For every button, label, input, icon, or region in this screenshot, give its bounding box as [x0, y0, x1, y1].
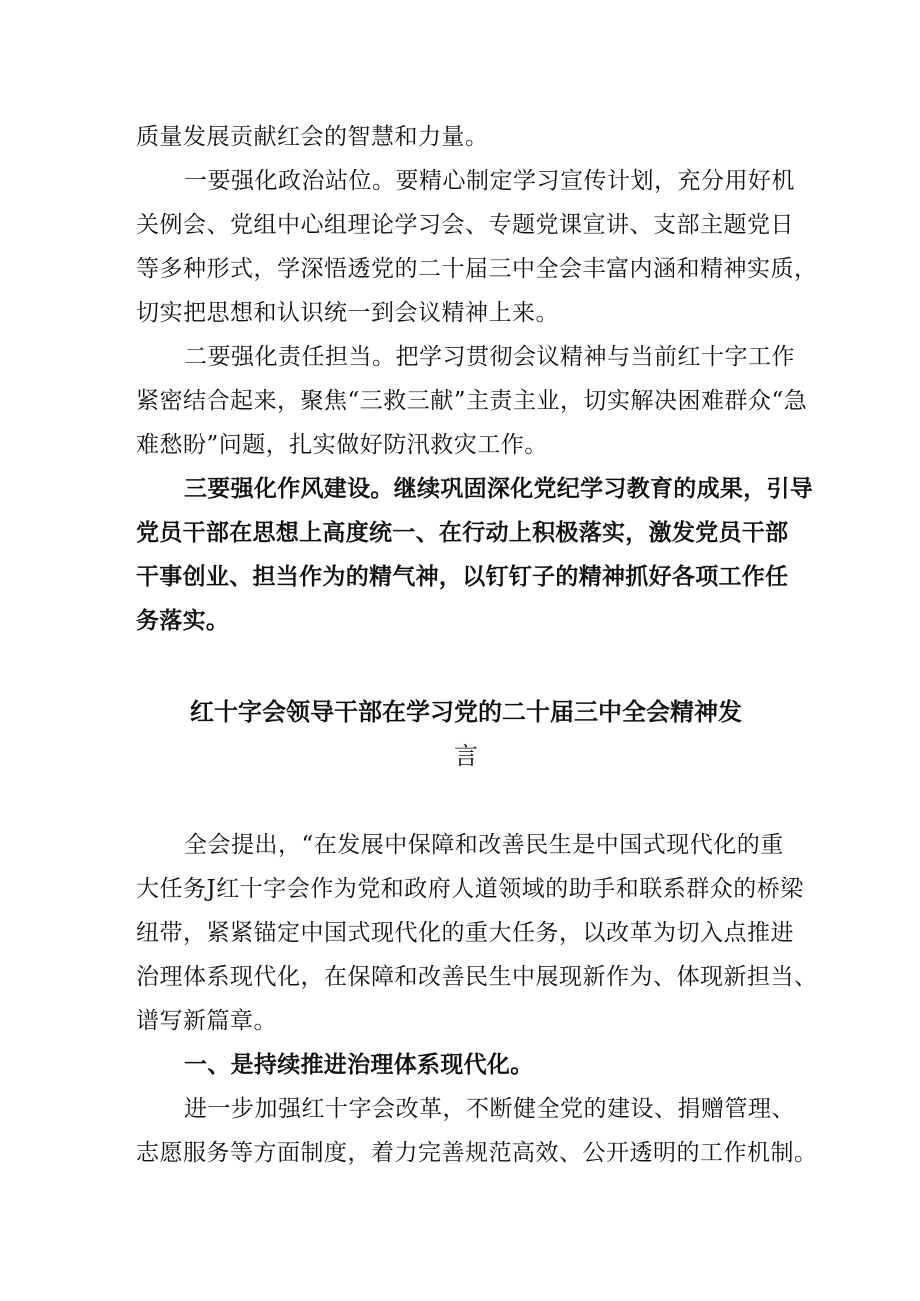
paragraph-line: 等多种形式，学深悟透党的二十届三中全会丰富内涵和精神实质，	[136, 256, 818, 282]
paragraph-line: 治理体系现代化，在保障和改善民生中展现新作为、体现新担当、	[136, 964, 818, 990]
paragraph-line: 二要强化责任担当。把学习贯彻会议精神与当前红十字工作	[184, 344, 795, 370]
paragraph-line: 质量发展贡献红会的智慧和力量。	[136, 124, 489, 150]
bold-paragraph-line: 三要强化作风建设。继续巩固深化党纪学习教育的成果，引导	[184, 476, 814, 502]
section-title: 红十字会领导干部在学习党的二十届三中全会精神发	[190, 698, 742, 726]
paragraph-line: 难愁盼”问题，扎实做好防汛救灾工作。	[136, 432, 548, 458]
paragraph-line: 进一步加强红十字会改革，不断健全党的建设、捐赠管理、	[184, 1096, 795, 1122]
paragraph-line: 志愿服务等方面制度，着力完善规范高效、公开透明的工作机制。	[136, 1140, 818, 1166]
paragraph-line: 大任务J红十字会作为党和政府人道领域的助手和联系群众的桥梁	[136, 876, 804, 902]
bold-paragraph-line: 干事创业、担当作为的精气神，以钉钉子的精神抓好各项工作任	[136, 564, 789, 590]
paragraph-line: 切实把思想和认识统一到会议精神上来。	[136, 300, 559, 326]
paragraph-line: 紧密结合起来，聚焦“三救三献”主责主业，切实解决困难群众“急	[136, 388, 808, 414]
paragraph-line: 全会提出，“在发展中保障和改善民生是中国式现代化的重	[184, 832, 784, 858]
paragraph-line: 关例会、党组中心组理论学习会、专题党课宣讲、支部主题党日	[136, 212, 794, 238]
bold-paragraph-line: 务落实。	[136, 608, 230, 634]
bold-paragraph-line: 党员干部在思想上高度统一、在行动上积极落实，激发党员干部	[136, 520, 789, 546]
paragraph-line: 谱写新篇章。	[136, 1008, 277, 1034]
paragraph-line: 一要强化政治站位。要精心制定学习宣传计划，充分用好机	[184, 168, 795, 194]
subheading: 一、是持续推进治理体系现代化。	[184, 1052, 534, 1078]
section-title-continued: 言	[454, 742, 478, 770]
paragraph-line: 纽带，紧紧锚定中国式现代化的重大任务，以改革为切入点推进	[136, 920, 794, 946]
